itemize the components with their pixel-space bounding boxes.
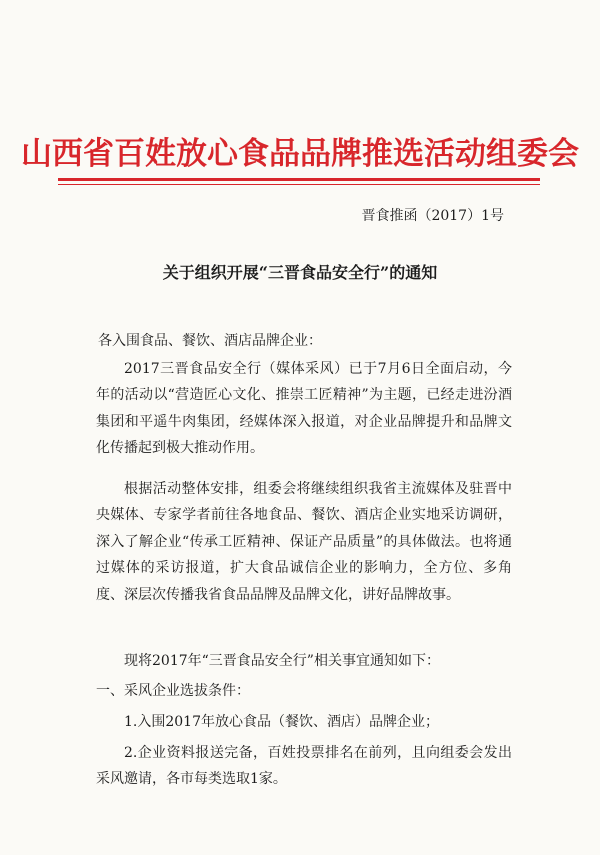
list-item: 1.入围2017年放心食品（餐饮、酒店）品牌企业； — [124, 714, 439, 730]
letterhead-title: 山西省百姓放心食品品牌推选活动组委会 — [21, 136, 579, 172]
letterhead-rule-thick — [58, 178, 540, 181]
salutation: 各入围食品、餐饮、酒店品牌企业： — [98, 333, 322, 349]
section-heading: 一、采风企业选拔条件： — [96, 683, 250, 699]
body-paragraph: 根据活动整体安排，组委会将继续组织我省主流媒体及驻晋中央媒体、专家学者前往各地食品、餐饮、酒店企业实地采访调研，深入了解企业“传承工匠精神、保证产品质量”的具体做法。也将通过媒体的采访报道，扩大食品诚信企业的影响力，全方位、多角度、深层次传播我省食品品牌及品牌文化，讲好品牌故事。 — [96, 481, 512, 603]
notice-title: 关于组织开展“三晋食品安全行”的通知 — [162, 263, 438, 282]
document-number: 晋食推函（2017）1号 — [361, 208, 504, 224]
body-paragraph: 2017三晋食品安全行（媒体采风）已于7月6日全面启动，今年的活动以“营造匠心文化、推崇工匠精神”为主题，已经走进汾酒集团和平遥牛肉集团，经媒体深入报道，对企业品牌提升和品牌文化传播起到极大推动作用。 — [96, 361, 512, 457]
body-paragraph: 现将2017年“三晋食品安全行”相关事宜通知如下： — [124, 653, 440, 669]
list-item: 2.企业资料报送完备，百姓投票排名在前列，且向组委会发出采风邀请，各市每类选取1家。 — [96, 745, 512, 788]
letterhead-rule-thin — [58, 184, 540, 185]
